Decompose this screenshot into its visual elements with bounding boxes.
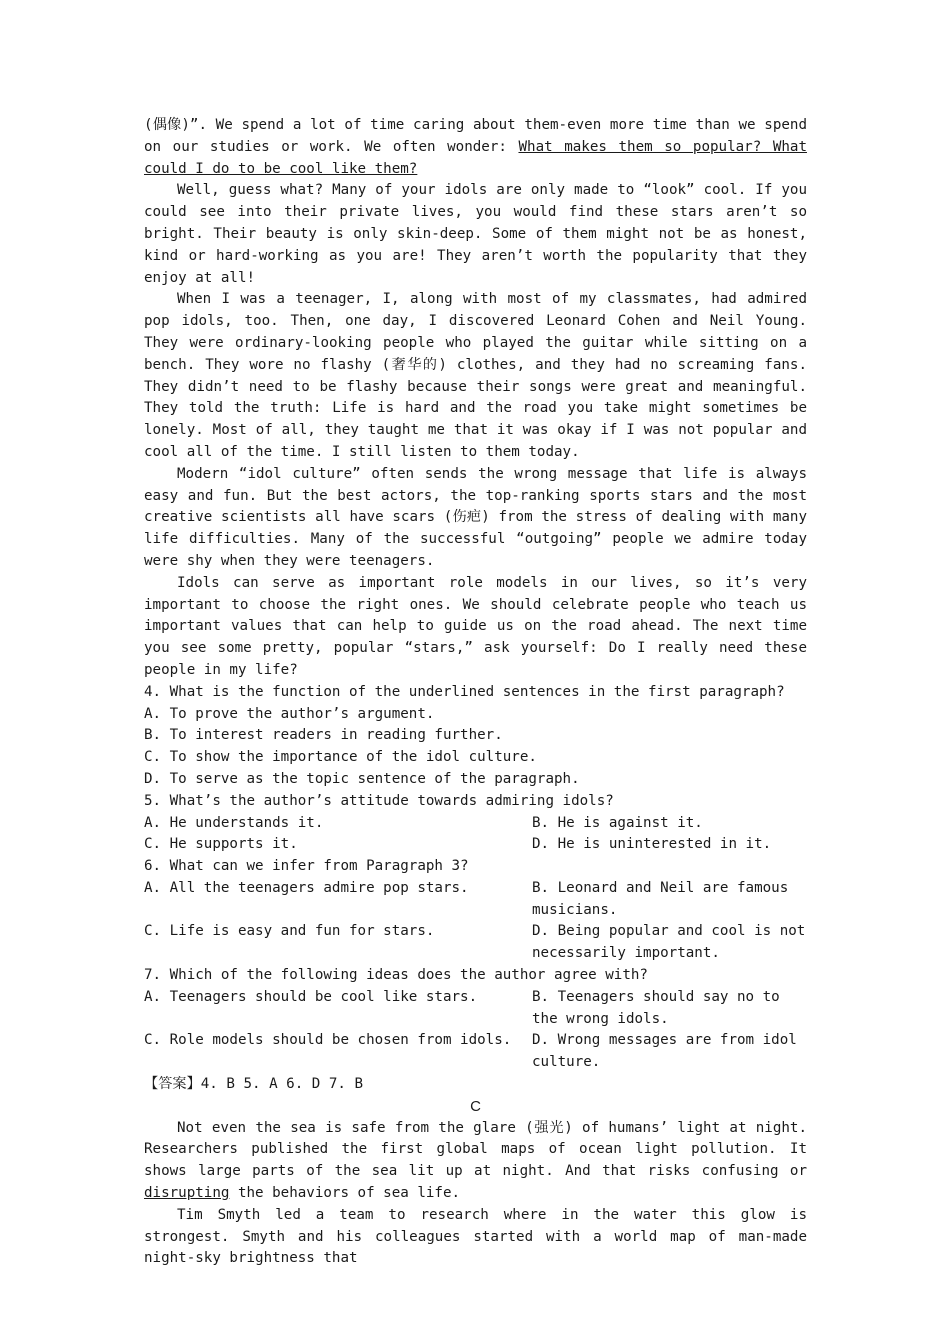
question-stem: 6. What can we infer from Paragraph 3?	[144, 858, 469, 875]
option-d: D. Being popular and cool is not necessarily important.	[532, 923, 806, 962]
passage-b-paragraph-3: When I was a teenager, I, along with most of my classmates, had admired pop idols, too. Then, one day, I discovered Leonard Cohen and Neil Young. They were ordinary-looking people who played the guitar while sitting on a bench. They wore no flashy (奢华的) clothes, and they had no screaming fans. They didn’t need to be flashy because their songs were great and meaningful. They told the truth: Life is hard and the road you take might sometimes be lonely. Most of all, they taught me that it was okay if I was not popular and cool all of the time. I still listen to them today.	[144, 291, 807, 460]
option-c: C. Role models should be chosen from idols.	[144, 1032, 512, 1049]
option-b: B. To interest readers in reading further.	[144, 727, 503, 744]
document-page	[144, 115, 807, 1270]
underlined-word: disrupting	[144, 1185, 230, 1202]
passage-b-paragraph-2: Well, guess what? Many of your idols are only made to “look” cool. If you could see into their private lives, you would find these stars aren’t so bright. Their beauty is only skin-deep. Some of them might not be as honest, kind or hard-working as you are! They aren’t worth the popularity that they enjoy at all!	[144, 182, 807, 286]
question-5	[144, 791, 807, 856]
option-b: B. Leonard and Neil are famous musicians.	[532, 879, 789, 918]
option-d: D. He is uninterested in it.	[532, 836, 772, 853]
option-c: C. To show the importance of the idol culture.	[144, 749, 537, 766]
option-a: A. Teenagers should be cool like stars.	[144, 988, 478, 1005]
option-a: A. All the teenagers admire pop stars.	[144, 879, 469, 896]
question-stem: 4. What is the function of the underlined sentences in the first paragraph?	[144, 683, 785, 700]
answer-key: 【答案】4. B 5. A 6. D 7. B	[144, 1076, 364, 1093]
option-a: A. He understands it.	[144, 814, 324, 831]
question-7	[144, 965, 807, 1074]
passage-b-paragraph-5: Idols can serve as important role models in our lives, so it’s very important to choose the right ones. We should celebrate people who teach us important values that can help to guide us on the road ahead. The next time you see some pretty, popular “stars,” ask yourself: Do I really need these people in my life?	[144, 574, 807, 678]
option-b: B. Teenagers should say no to the wrong idols.	[532, 988, 780, 1027]
passage-b-paragraph-1	[144, 115, 807, 180]
paragraph-text: Not even the sea is safe from the glare (强光) of humans’ light at night. Researchers published the first global maps of ocean light pollution. It shows large parts of the sea lit up at night. And that risks confusing or	[144, 1119, 807, 1180]
passage-c-paragraph-1	[144, 1118, 807, 1205]
paragraph-text: the behaviors of sea life.	[229, 1185, 461, 1202]
paragraph-text: (偶像)”. We spend a lot of time caring about them-even more time than we spend on our studies or work. We often wonder:	[144, 117, 807, 155]
passage-c-paragraph-2: Tim Smyth led a team to research where in the water this glow is strongest. Smyth and his colleagues started with a world map of man-made night-sky brightness that	[144, 1206, 807, 1267]
question-4	[144, 682, 807, 791]
section-c-heading: C	[470, 1097, 481, 1115]
option-b: B. He is against it.	[532, 814, 703, 831]
question-stem: 7. Which of the following ideas does the author agree with?	[144, 967, 648, 984]
question-6	[144, 856, 807, 965]
option-c: C. Life is easy and fun for stars.	[144, 923, 435, 940]
option-c: C. He supports it.	[144, 836, 298, 853]
question-stem: 5. What’s the author’s attitude towards admiring idols?	[144, 792, 614, 809]
option-d: D. To serve as the topic sentence of the paragraph.	[144, 770, 580, 787]
underlined-sentences: What makes them so popular? What could I do to be cool like them?	[144, 138, 807, 177]
option-d: D. Wrong messages are from idol culture.	[532, 1032, 797, 1071]
passage-b-paragraph-4: Modern “idol culture” often sends the wrong message that life is always easy and fun. But the best actors, the top-ranking sports stars and the most creative scientists all have scars (伤疤) from the stress of dealing with many life difficulties. Many of the successful “outgoing” people we admire today were shy when they were teenagers.	[144, 465, 807, 569]
option-a: A. To prove the author’s argument.	[144, 705, 435, 722]
